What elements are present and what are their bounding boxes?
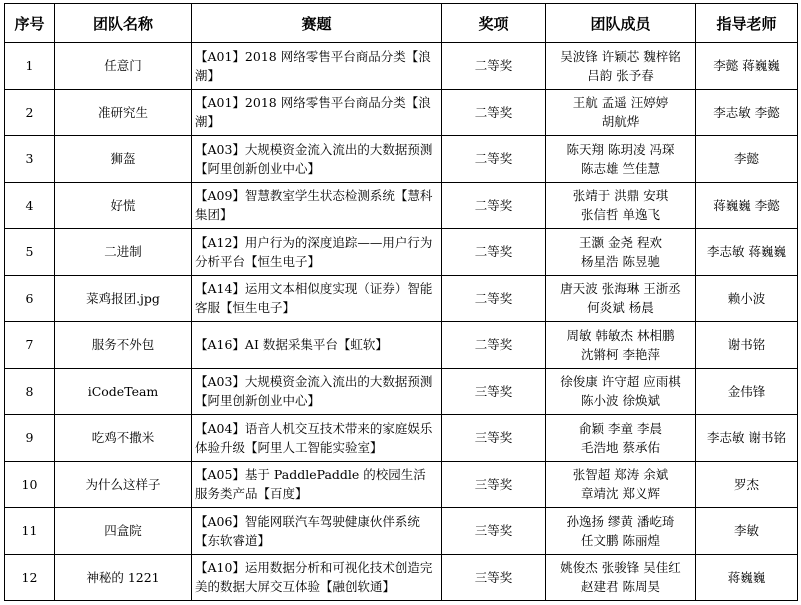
team-name: 任意门 xyxy=(55,43,192,90)
topic: 【A16】AI 数据采集平台【虹软】 xyxy=(192,322,442,369)
topic: 【A01】2018 网络零售平台商品分类【浪潮】 xyxy=(192,43,442,90)
header-topic: 赛题 xyxy=(192,4,442,43)
table-row xyxy=(5,136,798,183)
award: 三等奖 xyxy=(442,415,546,462)
members xyxy=(546,229,696,276)
table-row xyxy=(5,43,798,90)
members-line-2: 任文鹏 陈丽煌 xyxy=(581,532,660,548)
row-index: 5 xyxy=(5,229,55,276)
header-award: 奖项 xyxy=(442,4,546,43)
members-line-1: 徐俊康 许守超 应雨棋 xyxy=(560,374,681,390)
table-row xyxy=(5,461,798,508)
members-line-2: 章靖沈 郑义辉 xyxy=(581,486,660,502)
team-name: 狮盔 xyxy=(55,136,192,183)
topic: 【A14】运用文本相似度实现（证券）智能客服【恒生电子】 xyxy=(192,275,442,322)
awards-table xyxy=(4,3,798,601)
members xyxy=(546,508,696,555)
members-line-1: 王灏 金尧 程欢 xyxy=(579,234,662,250)
advisor: 李懿 xyxy=(696,136,798,183)
topic: 【A05】基于 PaddlePaddle 的校园生活服务类产品【百度】 xyxy=(192,461,442,508)
members-line-1: 姚俊杰 张骏锋 吴佳红 xyxy=(560,560,681,576)
table-row xyxy=(5,368,798,415)
award: 二等奖 xyxy=(442,229,546,276)
topic: 【A10】运用数据分析和可视化技术创造完美的数据大屏交互体验【融创软通】 xyxy=(192,554,442,601)
header-row xyxy=(5,4,798,43)
members-line-2: 毛浩地 蔡承佑 xyxy=(581,439,660,455)
team-name: 二进制 xyxy=(55,229,192,276)
row-index: 10 xyxy=(5,461,55,508)
members xyxy=(546,322,696,369)
table-row xyxy=(5,182,798,229)
members xyxy=(546,415,696,462)
award: 二等奖 xyxy=(442,275,546,322)
members-line-2: 杨星浩 陈昱驰 xyxy=(581,253,660,269)
row-index: 2 xyxy=(5,89,55,136)
team-name: 神秘的 1221 xyxy=(55,554,192,601)
award: 三等奖 xyxy=(442,368,546,415)
topic: 【A03】大规模资金流入流出的大数据预测【阿里创新创业中心】 xyxy=(192,136,442,183)
table-row xyxy=(5,508,798,555)
header-advisor: 指导老师 xyxy=(696,4,798,43)
members-line-1: 王航 孟遥 汪婷婷 xyxy=(572,95,669,111)
header-team-name: 团队名称 xyxy=(55,4,192,43)
members xyxy=(546,89,696,136)
members-line-2: 陈志雄 竺佳慧 xyxy=(581,160,660,176)
row-index: 6 xyxy=(5,275,55,322)
award: 三等奖 xyxy=(442,461,546,508)
members-line-2: 沈锵柯 李艳萍 xyxy=(581,346,660,362)
members xyxy=(546,43,696,90)
members-line-2: 何炎斌 杨晨 xyxy=(587,300,654,316)
members-line-2: 吕韵 张予春 xyxy=(587,67,654,83)
advisor: 李懿 蒋巍巍 xyxy=(696,43,798,90)
topic: 【A06】智能网联汽车驾驶健康伙伴系统【东软睿道】 xyxy=(192,508,442,555)
row-index: 1 xyxy=(5,43,55,90)
topic: 【A04】语音人机交互技术带来的家庭娱乐体验升级【阿里人工智能实验室】 xyxy=(192,415,442,462)
team-name: iCodeTeam xyxy=(55,368,192,415)
row-index: 11 xyxy=(5,508,55,555)
award: 二等奖 xyxy=(442,182,546,229)
row-index: 12 xyxy=(5,554,55,601)
members-line-1: 周敏 韩敏杰 林相鹏 xyxy=(566,327,675,343)
header-members: 团队成员 xyxy=(546,4,696,43)
row-index: 9 xyxy=(5,415,55,462)
row-index: 8 xyxy=(5,368,55,415)
award: 二等奖 xyxy=(442,136,546,183)
advisor: 蒋巍巍 xyxy=(696,554,798,601)
members xyxy=(546,136,696,183)
table-row xyxy=(5,229,798,276)
members-line-2: 陈小波 徐焕斌 xyxy=(581,393,660,409)
advisor: 金伟锋 xyxy=(696,368,798,415)
advisor: 蒋巍巍 李懿 xyxy=(696,182,798,229)
team-name: 四盒院 xyxy=(55,508,192,555)
award: 三等奖 xyxy=(442,508,546,555)
team-name: 服务不外包 xyxy=(55,322,192,369)
members xyxy=(546,275,696,322)
members-line-1: 俞颖 李童 李晨 xyxy=(579,420,662,436)
award: 二等奖 xyxy=(442,43,546,90)
topic: 【A09】智慧教室学生状态检测系统【慧科集团】 xyxy=(192,182,442,229)
members-line-2: 赵建君 陈周昊 xyxy=(581,579,660,595)
advisor: 李敏 xyxy=(696,508,798,555)
members xyxy=(546,368,696,415)
row-index: 3 xyxy=(5,136,55,183)
row-index: 7 xyxy=(5,322,55,369)
members xyxy=(546,461,696,508)
topic: 【A01】2018 网络零售平台商品分类【浪潮】 xyxy=(192,89,442,136)
members xyxy=(546,554,696,601)
header-index: 序号 xyxy=(5,4,55,43)
team-name: 吃鸡不撒米 xyxy=(55,415,192,462)
members-line-1: 张智超 郑涛 余斌 xyxy=(572,467,669,483)
members-line-2: 胡航烨 xyxy=(601,114,640,130)
team-name: 好慌 xyxy=(55,182,192,229)
table-row xyxy=(5,89,798,136)
advisor: 李志敏 李懿 xyxy=(696,89,798,136)
advisor: 赖小波 xyxy=(696,275,798,322)
table-row xyxy=(5,554,798,601)
topic: 【A12】用户行为的深度追踪——用户行为分析平台【恒生电子】 xyxy=(192,229,442,276)
advisor: 李志敏 谢书铭 xyxy=(696,415,798,462)
row-index: 4 xyxy=(5,182,55,229)
award: 二等奖 xyxy=(442,322,546,369)
advisor: 李志敏 蒋巍巍 xyxy=(696,229,798,276)
members-line-1: 孙逸扬 缪黄 潘屹琦 xyxy=(566,513,675,529)
advisor: 罗杰 xyxy=(696,461,798,508)
members-line-1: 唐天波 张海琳 王浙丞 xyxy=(560,281,681,297)
members-line-1: 陈天翔 陈玥凌 冯琛 xyxy=(566,141,675,157)
table-row xyxy=(5,415,798,462)
topic: 【A03】大规模资金流入流出的大数据预测【阿里创新创业中心】 xyxy=(192,368,442,415)
table-row xyxy=(5,322,798,369)
award: 二等奖 xyxy=(442,89,546,136)
team-name: 为什么这样子 xyxy=(55,461,192,508)
award: 三等奖 xyxy=(442,554,546,601)
members-line-1: 吴波锋 许颖芯 魏梓铭 xyxy=(560,48,681,64)
table-body xyxy=(5,43,798,601)
members-line-1: 张靖于 洪鼎 安琪 xyxy=(572,188,669,204)
team-name: 准研究生 xyxy=(55,89,192,136)
team-name: 菜鸡报团.jpg xyxy=(55,275,192,322)
table-row xyxy=(5,275,798,322)
members xyxy=(546,182,696,229)
members-line-2: 张信哲 单逸飞 xyxy=(581,207,660,223)
advisor: 谢书铭 xyxy=(696,322,798,369)
